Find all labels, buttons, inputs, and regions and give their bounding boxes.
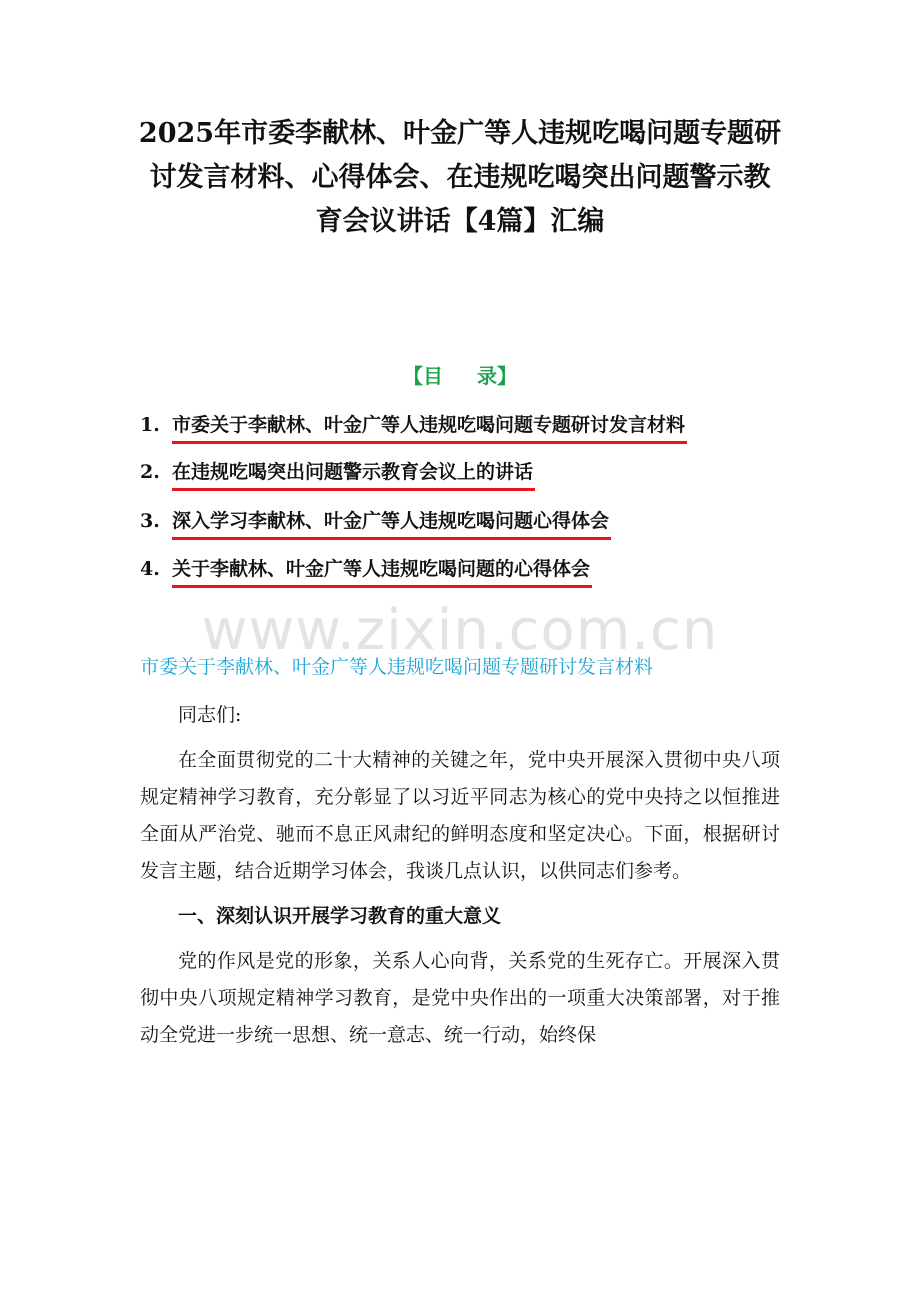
section-title: 市委关于李献林、叶金广等人违规吃喝问题专题研讨发言材料: [140, 656, 654, 678]
title-line-1: 2025年市委李献林、叶金广等人违规吃喝问题专题研: [138, 118, 782, 149]
toc-item-link[interactable]: 市委关于李献林、叶金广等人违规吃喝问题专题研讨发言材料: [172, 410, 687, 444]
toc-item-4[interactable]: [140, 554, 592, 586]
toc-item-link[interactable]: 深入学习李献林、叶金广等人违规吃喝问题心得体会: [172, 506, 611, 540]
watermark: www.zixin.com.cn: [201, 598, 719, 663]
paragraph-1: 在全面贯彻党的二十大精神的关键之年，党中央开展深入贯彻中央八项规定精神学习教育，充分彰显了以习近平同志为核心的党中央持之以恒推进全面从严治党、驰而不息正风肃纪的鲜明态度和坚定决心。下面，根据研讨发言主题，结合近期学习体会，我谈几点认识，以供同志们参考。: [140, 749, 780, 882]
toc-item-2[interactable]: [140, 457, 535, 489]
heading-1: 一、深刻认识开展学习教育的重大意义: [178, 905, 502, 927]
toc-item-link[interactable]: 关于李献林、叶金广等人违规吃喝问题的心得体会: [172, 554, 592, 588]
toc-item-number: 1.: [140, 414, 160, 436]
salutation: 同志们:: [178, 704, 242, 726]
paragraph-2: 党的作风是党的形象，关系人心向背，关系党的生死存亡。开展深入贯彻中央八项规定精神学习教育，是党中央作出的一项重大决策部署，对于推动全党进一步统一思想、统一意志、统一行动，始终保: [140, 950, 780, 1046]
toc-heading: [0, 360, 920, 389]
toc-heading-left: 【目: [403, 364, 443, 388]
toc-heading-right: 录】: [477, 364, 517, 388]
toc-item-number: 3.: [140, 510, 160, 532]
toc-item-number: 4.: [140, 558, 160, 580]
toc-item-number: 2.: [140, 461, 160, 483]
toc-item-link[interactable]: 在违规吃喝突出问题警示教育会议上的讲话: [172, 457, 535, 491]
title-line-2: 讨发言材料、心得体会、在违规吃喝突出问题警示教: [149, 162, 771, 193]
title-line-3: 育会议讲话【4篇】汇编: [315, 206, 605, 237]
toc-item-1[interactable]: [140, 410, 687, 442]
document-title: [120, 112, 800, 244]
toc-item-3[interactable]: [140, 506, 611, 538]
document-body: [140, 697, 780, 1054]
